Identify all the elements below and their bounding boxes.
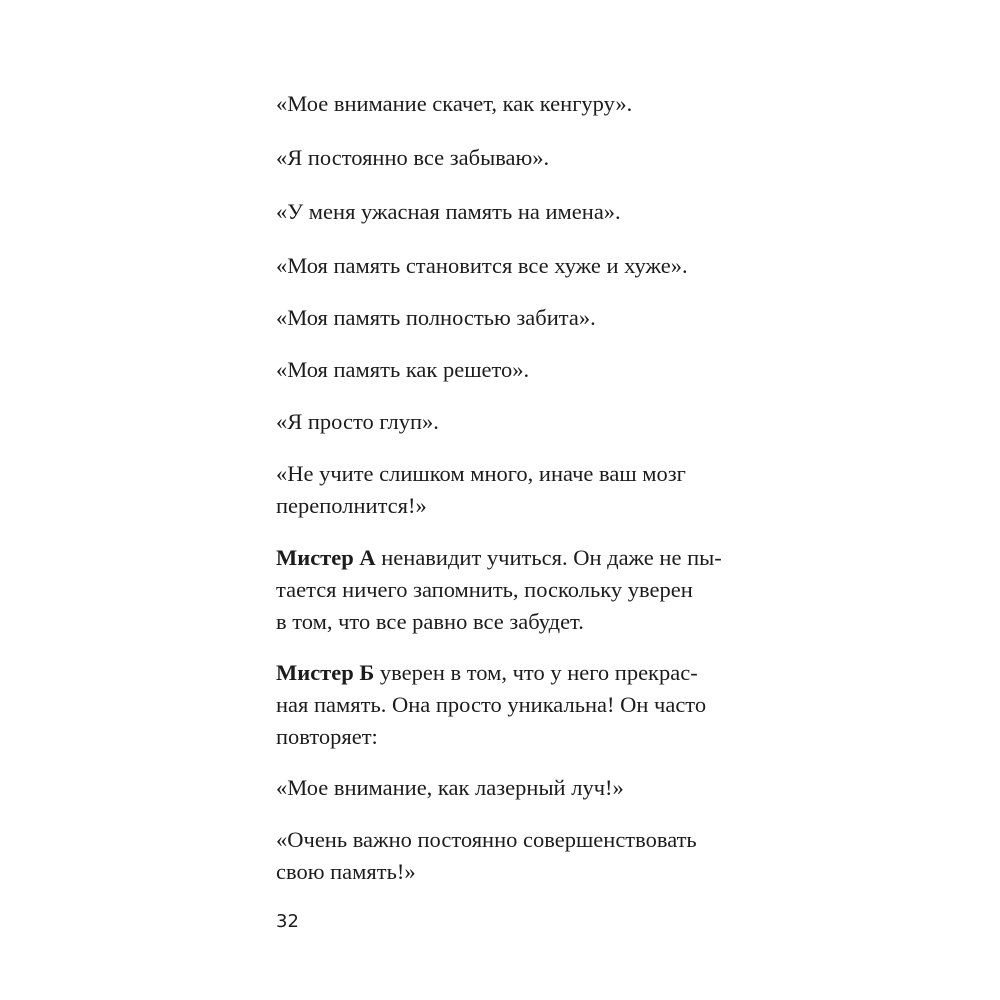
quote-improve-memory-line-1: «Очень важно постоянно совершенствовать [276, 827, 697, 852]
mister-a-line-2: тается ничего запомнить, поскольку уверен [276, 577, 693, 602]
mister-b-line-2: ная память. Она просто уникальна! Он часто [276, 692, 707, 717]
quote-bad-name-memory: «У меня ужасная память на имена». [276, 199, 621, 224]
quote-improve-memory-line-2: свою память!» [276, 859, 416, 884]
mister-b-line-3: повторяет: [276, 724, 378, 749]
quote-always-forget: «Я постоянно все забываю». [276, 145, 550, 170]
mister-b-name: Мистер Б [276, 660, 375, 685]
quote-memory-worsening: «Моя память становится все хуже и хуже». [276, 253, 688, 278]
mister-a-line-1: ненавидит учиться. Он даже не пы- [375, 545, 722, 570]
page-number: 32 [276, 911, 299, 932]
quote-laser-attention: «Мое внимание, как лазерный луч!» [276, 775, 624, 800]
quote-kangaroo-attention: «Мое внимание скачет, как кенгуру». [276, 91, 633, 116]
quote-brain-overflow-line-1: «Не учите слишком много, иначе ваш мозг [276, 461, 686, 486]
quote-brain-overflow-line-2: переполнится!» [276, 493, 427, 518]
quote-improve-memory [276, 824, 728, 888]
mister-a-name: Мистер А [276, 545, 376, 570]
mister-a-paragraph [276, 542, 728, 638]
quote-just-stupid: «Я просто глуп». [276, 409, 439, 434]
mister-a-line-3: в том, что все равно все забудет. [276, 609, 584, 634]
quote-brain-overflow [276, 458, 728, 522]
mister-b-paragraph [276, 657, 728, 753]
quote-memory-sieve: «Моя память как решето». [276, 357, 530, 382]
quote-memory-full: «Моя память полностью забита». [276, 305, 596, 330]
mister-b-line-1: уверен в том, что у него прекрас- [374, 660, 698, 685]
